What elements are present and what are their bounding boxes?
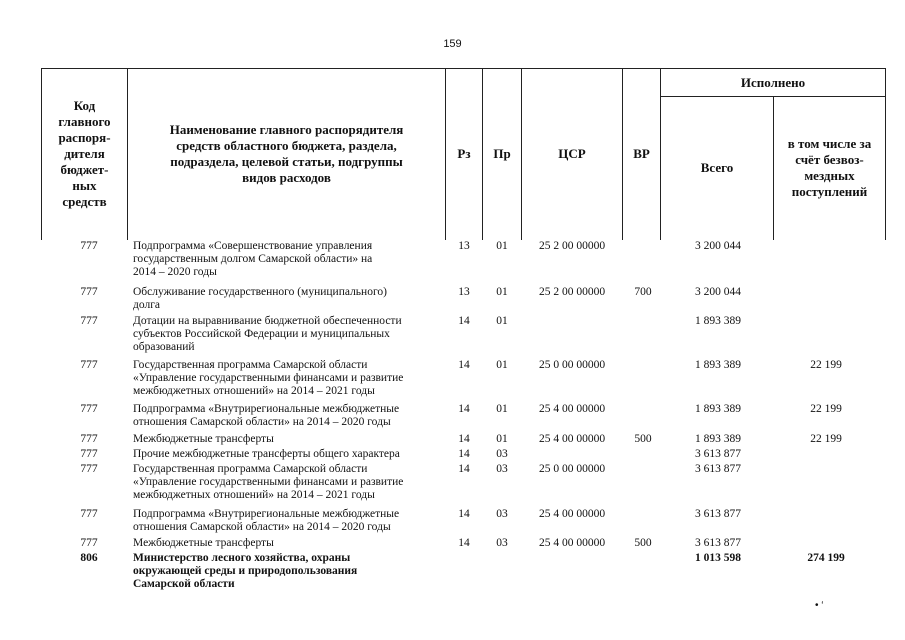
- cell-name: Государственная программа Самарской области «Управление государственными финансами и развитие межбюджетных отношений» на 2014 – 2021 годы: [133, 463, 404, 501]
- cell-code: 777: [80, 403, 98, 415]
- cell-code: 806: [80, 552, 98, 564]
- cell-name: Подпрограмма «Внутрирегиональные межбюджетные отношения Самарской области» на 2014 – 2020 годы: [133, 508, 400, 533]
- cell-csr: 25 0 00 00000: [538, 359, 606, 371]
- cell-pr: 03: [496, 448, 508, 460]
- cell-csr: 25 2 00 00000: [538, 286, 606, 298]
- cell-rz: 14: [458, 315, 470, 327]
- cell-code: 777: [80, 448, 98, 460]
- cell-rz: 13: [458, 240, 470, 252]
- cell-vr: 500: [634, 433, 652, 445]
- cell-free: 22 199: [810, 433, 842, 445]
- cell-code: 777: [80, 537, 98, 549]
- cell-total: 1 013 598: [695, 552, 741, 564]
- header-total: Всего: [700, 159, 734, 175]
- cell-name: Министерство лесного хозяйства, охраны окружающей среды и природопользования Самарской области: [133, 552, 358, 590]
- cell-rz: 13: [458, 286, 470, 298]
- header-csr: ЦСР: [558, 146, 586, 161]
- cell-total: 3 613 877: [695, 508, 741, 520]
- cell-pr: 01: [496, 433, 508, 445]
- cell-rz: 14: [458, 359, 470, 371]
- cell-pr: 03: [496, 508, 508, 520]
- header-vr: ВР: [633, 146, 650, 161]
- cell-code: 777: [80, 240, 98, 252]
- cell-pr: 03: [496, 463, 508, 475]
- scan-marks: • ‘: [815, 600, 824, 611]
- header-free: в том числе за счёт безвоз- мездных поступлений: [787, 135, 872, 199]
- header-code: Код главного распоря- дителя бюджет- ных средств: [58, 98, 111, 209]
- cell-vr: 700: [634, 286, 652, 298]
- header-pr: Пр: [493, 146, 511, 161]
- cell-code: 777: [80, 433, 98, 445]
- cell-total: 3 200 044: [695, 240, 741, 252]
- cell-csr: 25 0 00 00000: [538, 463, 606, 475]
- cell-pr: 01: [496, 286, 508, 298]
- cell-code: 777: [80, 508, 98, 520]
- cell-total: 3 613 877: [695, 537, 741, 549]
- cell-csr: 25 4 00 00000: [538, 537, 606, 549]
- cell-total: 3 613 877: [695, 463, 741, 475]
- header-rz: Рз: [457, 146, 471, 161]
- cell-rz: 14: [458, 508, 470, 520]
- cell-total: 1 893 389: [695, 359, 741, 371]
- cell-name: Государственная программа Самарской области «Управление государственными финансами и развитие межбюджетных отношений» на 2014 – 2021 годы: [133, 359, 404, 397]
- cell-pr: 01: [496, 315, 508, 327]
- cell-rz: 14: [458, 433, 470, 445]
- cell-total: 3 200 044: [695, 286, 741, 298]
- header-name: Наименование главного распорядителя средств областного бюджета, раздела, подраздела, целевой статьи, подгруппы видов расходов: [169, 122, 404, 185]
- cell-rz: 14: [458, 537, 470, 549]
- cell-name: Межбюджетные трансферты: [133, 537, 274, 549]
- cell-code: 777: [80, 286, 98, 298]
- cell-name: Подпрограмма «Совершенствование управления государственным долгом Самарской области» на 2014 – 2020 годы: [133, 240, 373, 278]
- cell-total: 1 893 389: [695, 315, 741, 327]
- cell-rz: 14: [458, 403, 470, 415]
- cell-code: 777: [80, 315, 98, 327]
- cell-name: Межбюджетные трансферты: [133, 433, 274, 445]
- cell-pr: 01: [496, 359, 508, 371]
- cell-rz: 14: [458, 463, 470, 475]
- cell-pr: 03: [496, 537, 508, 549]
- cell-pr: 01: [496, 240, 508, 252]
- cell-name: Подпрограмма «Внутрирегиональные межбюджетные отношения Самарской области» на 2014 – 2020 годы: [133, 403, 400, 428]
- cell-csr: 25 4 00 00000: [538, 508, 606, 520]
- cell-vr: 500: [634, 537, 652, 549]
- page-number: 159: [443, 38, 462, 50]
- cell-free: 22 199: [810, 359, 842, 371]
- cell-name: Обслуживание государственного (муниципального) долга: [133, 286, 387, 311]
- cell-csr: 25 4 00 00000: [538, 433, 606, 445]
- cell-pr: 01: [496, 403, 508, 415]
- cell-code: 777: [80, 359, 98, 371]
- cell-name: Прочие межбюджетные трансферты общего характера: [133, 448, 400, 460]
- cell-total: 3 613 877: [695, 448, 741, 460]
- cell-csr: 25 4 00 00000: [538, 403, 606, 415]
- cell-total: 1 893 389: [695, 433, 741, 445]
- cell-name: Дотации на выравнивание бюджетной обеспеченности субъектов Российской Федерации и муниципальных образований: [133, 315, 402, 353]
- cell-total: 1 893 389: [695, 403, 741, 415]
- cell-free: 22 199: [810, 403, 842, 415]
- header-executed: Исполнено: [740, 74, 806, 90]
- cell-free: 274 199: [807, 552, 845, 564]
- cell-rz: 14: [458, 448, 470, 460]
- cell-code: 777: [80, 463, 98, 475]
- cell-csr: 25 2 00 00000: [538, 240, 606, 252]
